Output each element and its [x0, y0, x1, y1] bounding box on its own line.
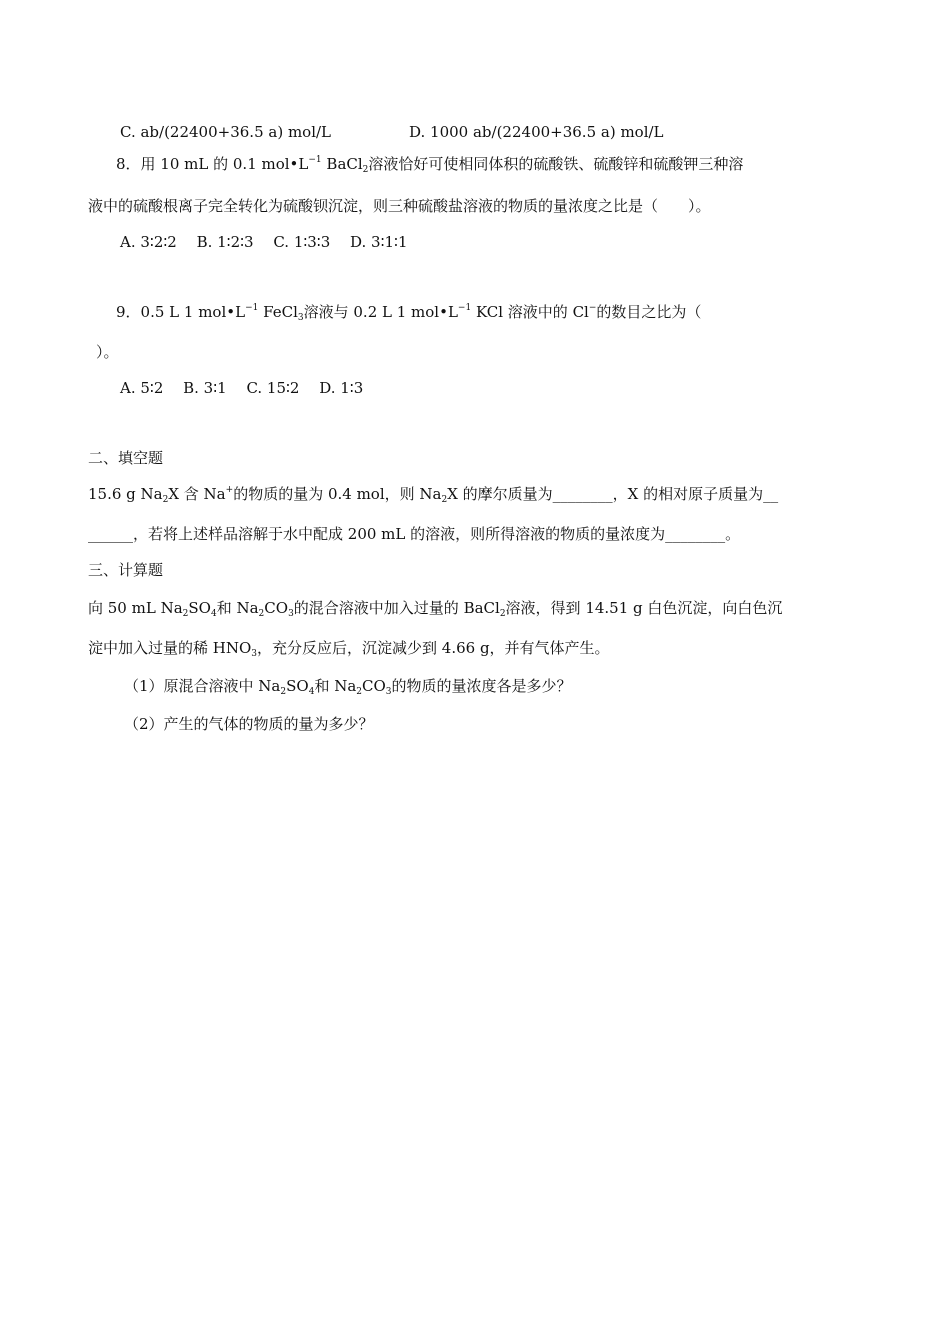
q9-options: A. 5∶2 B. 3∶1 C. 15∶2 D. 1∶3: [120, 379, 364, 397]
fill-blank-line-1: 15.6 g $Na_2X$ 含 Na+的物质的量为 0.4 mol，则 $Na_2X$ 的摩尔质量为________，X 的相对原子质量为__: [88, 485, 779, 505]
section-3-heading: 三、计算题: [88, 561, 164, 579]
section-2-heading: 二、填空题: [88, 449, 164, 467]
q8-line-2: 液中的硫酸根离子完全转化为硫酸钡沉淀，则三种硫酸盐溶液的物质的量浓度之比是（ ）。: [88, 197, 711, 215]
q7-option-c: C. ab/(22400+36.5 a) mol/L: [120, 123, 332, 141]
calc-problem-line-2: 淀中加入过量的稀 $HNO_3$，充分反应后，沉淀减少到 4.66 g，并有气体产生。: [88, 639, 610, 659]
calc-subquestion-1: （1）原混合溶液中 $Na_2SO_4$和 $Na_2CO_3$的物质的量浓度各是多少？: [124, 677, 572, 697]
q9-line-1: 9．0.5 L 1 $mol•L^{-1}$ FeCl$_3$溶液与 0.2 L 1 $mol•L^{-1}$ KCl 溶液中的 Cl−的数目之比为（: [116, 303, 702, 323]
q7-options-line: [120, 122, 664, 142]
q8-line-1: 8．用 10 mL 的 0.1 $mol•L^{-1}$ BaCl$_2$溶液恰好可使相同体积的硫酸铁、硫酸锌和硫酸钾三种溶: [116, 155, 744, 175]
calc-problem-line-1: 向 50 mL $Na_2SO_4$和 $Na_2CO_3$的混合溶液中加入过量的 BaCl$_2$溶液，得到 14.51 g 白色沉淀，向白色沉: [88, 599, 783, 619]
q7-option-d: D. 1000 ab/(22400+36.5 a) mol/L: [409, 123, 664, 141]
calc-subquestion-2: （2）产生的气体的物质的量为多少？: [124, 715, 374, 733]
q8-options: A. 3∶2∶2 B. 1∶2∶3 C. 1∶3∶3 D. 3∶1∶1: [120, 233, 408, 251]
q9-line-2: ）。: [96, 343, 119, 361]
fill-blank-line-2: ______，若将上述样品溶解于水中配成 200 mL 的溶液，则所得溶液的物质的量浓度为________。: [88, 525, 741, 543]
